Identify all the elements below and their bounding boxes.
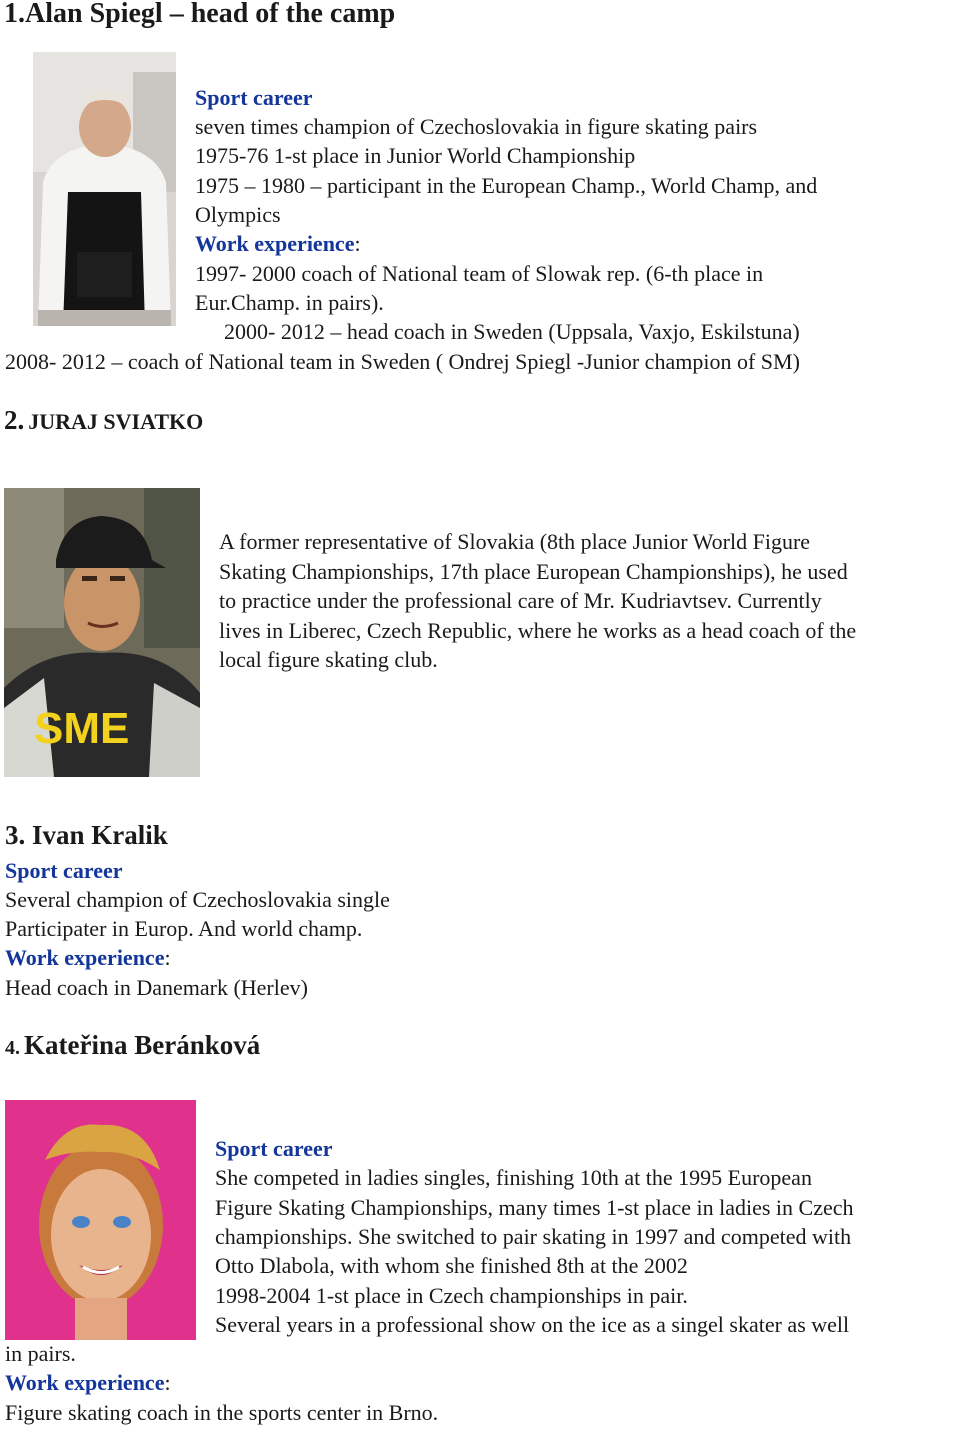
section3-work-line-1: Head coach in Danemark (Herlev): [5, 975, 308, 1000]
section4-sport-line-6: Several years in a professional show on the ice as a singel skater as well: [215, 1312, 850, 1337]
section3-title: 3. Ivan Kralik: [5, 820, 168, 850]
section2-line-1: A former representative of Slovakia (8th place Junior World Figure: [219, 529, 811, 554]
section2-line-2: Skating Championships, 17th place European Championships), he used: [219, 559, 848, 584]
section4-work-label: Work experience: [5, 1370, 165, 1395]
section1-sport-line-2: 1975-76 1-st place in Junior World Championship: [195, 143, 636, 168]
section1-work-line-4: 2008- 2012 – coach of National team in Sweden ( Ondrej Spiegl -Junior champion of SM): [5, 349, 800, 374]
section1-work-line-3: 2000- 2012 – head coach in Sweden (Uppsala, Vaxjo, Eskilstuna): [224, 319, 800, 344]
section4-work-colon: :: [164, 1370, 171, 1395]
section1-work-label: Work experience: [195, 231, 355, 256]
section4-sport-line-7: in pairs.: [5, 1341, 76, 1366]
section2-title-name: JURAJ SVIATKO: [28, 409, 204, 434]
section4-work-heading: [5, 1368, 171, 1397]
section3-work-colon: :: [164, 945, 171, 970]
svg-text:SME: SME: [34, 704, 130, 753]
section2-title: [4, 405, 203, 436]
juraj-sviatko-photo: [4, 488, 200, 777]
section2-line-3: to practice under the professional care of Mr. Kudriavtsev. Currently: [219, 588, 822, 613]
section3-work-heading: [5, 943, 171, 972]
section4-sport-line-3: championships. She switched to pair skating in 1997 and competed with: [215, 1224, 852, 1249]
section1-work-line-1: 1997- 2000 coach of National team of Slowak rep. (6-th place in: [195, 261, 764, 286]
section2-line-4: lives in Liberec, Czech Republic, where he works as a head coach of the: [219, 618, 857, 643]
section3-sport-label: Sport career: [5, 858, 123, 883]
section4-sport-line-4: Otto Dlabola, with whom she finished 8th at the 2002: [215, 1253, 688, 1278]
section1-title: 1.Alan Spiegl – head of the camp: [4, 0, 396, 29]
section4-title: [5, 1030, 260, 1061]
section1-sport-line-4: Olympics: [195, 202, 281, 227]
section2-line-5: local figure skating club.: [219, 647, 438, 672]
section1-sport-line-3: 1975 – 1980 – participant in the European Champ., World Champ, and: [195, 173, 818, 198]
katerina-berankova-photo: [5, 1100, 196, 1340]
section3-sport-line-1: Several champion of Czechoslovakia single: [5, 887, 390, 912]
section1-sport-label: Sport career: [195, 85, 313, 110]
section4-title-num: 4.: [5, 1037, 20, 1059]
section4-sport-line-2: Figure Skating Championships, many times 1-st place in ladies in Czech: [215, 1195, 854, 1220]
section1-work-heading: [195, 229, 361, 258]
section4-title-name: Kateřina Beránková: [24, 1030, 261, 1060]
section1-sport-line-1: seven times champion of Czechoslovakia in figure skating pairs: [195, 114, 758, 139]
section3-sport-line-2: Participater in Europ. And world champ.: [5, 916, 363, 941]
section2-title-num: 2.: [4, 405, 25, 435]
section4-sport-line-1: She competed in ladies singles, finishing 10th at the 1995 European: [215, 1165, 812, 1190]
section4-work-line-1: Figure skating coach in the sports center in Brno.: [5, 1400, 439, 1425]
section1-work-colon: :: [354, 231, 361, 256]
section3-work-label: Work experience: [5, 945, 165, 970]
section4-sport-label: Sport career: [215, 1136, 333, 1161]
section4-sport-line-5: 1998-2004 1-st place in Czech championships in pair.: [215, 1283, 688, 1308]
alan-spiegl-photo: [33, 52, 176, 326]
section1-work-line-2: Eur.Champ. in pairs).: [195, 290, 384, 315]
